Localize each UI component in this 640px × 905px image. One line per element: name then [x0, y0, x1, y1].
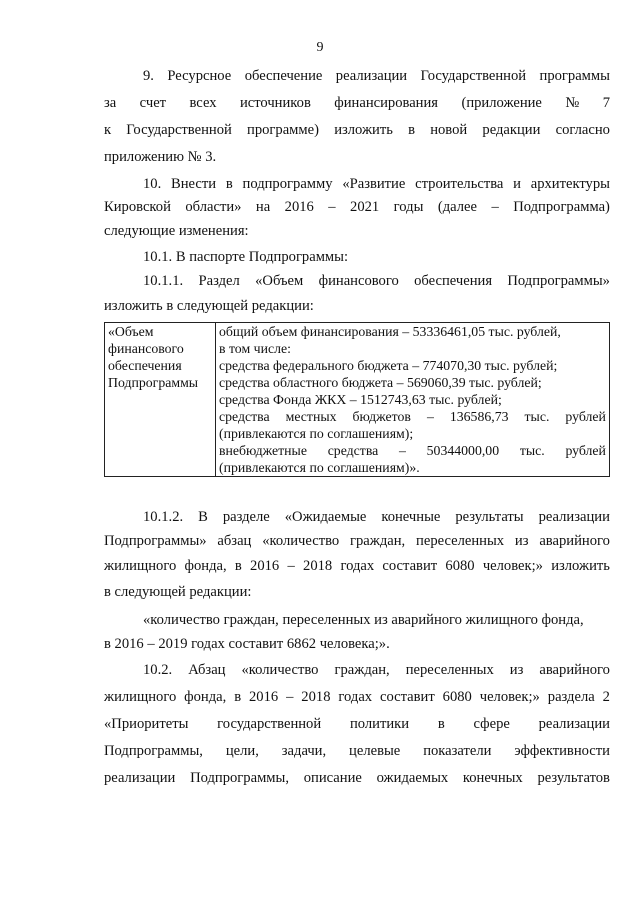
- word: сфере: [473, 716, 510, 732]
- word: «Приоритеты: [104, 716, 189, 732]
- word: внебюджетные: [219, 443, 307, 458]
- word: граждан,: [350, 533, 406, 549]
- word: «количество: [262, 533, 340, 549]
- label-line: финансового: [108, 341, 184, 356]
- word: жилищного: [104, 558, 177, 574]
- word: конечные: [381, 509, 441, 525]
- word: абзац: [217, 533, 252, 549]
- word: раздела: [547, 689, 595, 705]
- word: подпрограмму: [242, 176, 333, 192]
- word: реализации: [538, 716, 610, 732]
- paragraph-10-1: 10.1. В паспорте Подпрограммы:: [143, 249, 349, 265]
- word: обеспечения: [414, 273, 493, 289]
- word: новой: [430, 122, 468, 138]
- word: реализации: [104, 770, 176, 786]
- paragraph-10-1-2-line-1: [143, 508, 610, 526]
- word: 7: [602, 95, 610, 111]
- word: местных: [285, 409, 337, 424]
- word: государственной: [217, 716, 322, 732]
- word: реализации: [538, 509, 610, 525]
- word: обеспечение: [244, 68, 323, 84]
- word: 50344000,00: [426, 443, 500, 458]
- word: 136586,73: [449, 409, 509, 424]
- word: средства: [327, 443, 379, 458]
- word: 2018: [303, 558, 333, 574]
- word: изложить: [334, 122, 393, 138]
- paragraph-10-line-3: следующие изменения:: [104, 223, 249, 239]
- value-line: [219, 442, 606, 459]
- paragraph-10-2-line-4: [104, 742, 610, 760]
- word: человек;»: [482, 558, 543, 574]
- paragraph-9-line-1: [143, 67, 610, 85]
- word: Подпрограммы»: [104, 533, 207, 549]
- word: –: [399, 443, 406, 458]
- word: в: [234, 558, 242, 574]
- word: к: [104, 122, 112, 138]
- paragraph-10-2-line-5: [104, 769, 610, 787]
- word: средства: [219, 409, 270, 424]
- word: из: [509, 662, 524, 678]
- word: результатов: [537, 770, 610, 786]
- table-row: [105, 323, 610, 477]
- word: описание: [303, 770, 362, 786]
- word: разделе: [222, 509, 270, 525]
- word: –: [286, 689, 294, 705]
- word: 2016: [249, 689, 279, 705]
- word: источников: [239, 95, 311, 111]
- word: всех: [189, 95, 217, 111]
- word: рублей: [565, 443, 606, 458]
- word: аварийного: [539, 533, 610, 549]
- word: 2021: [350, 199, 380, 215]
- word: –: [328, 199, 336, 215]
- word: цели,: [225, 743, 259, 759]
- paragraph-10-1-1-line-1: [143, 272, 610, 290]
- word: годы: [393, 199, 424, 215]
- word: Подпрограммы,: [104, 743, 203, 759]
- word: программы: [539, 68, 610, 84]
- word: Внести: [171, 176, 217, 192]
- word: программе): [247, 122, 319, 138]
- word: аварийного: [539, 662, 610, 678]
- paragraph-10-1-1-line-2: изложить в следующей редакции:: [104, 298, 314, 314]
- word: Государственной: [126, 122, 232, 138]
- word: (далее: [437, 199, 477, 215]
- word: переселенных: [405, 662, 494, 678]
- word: человек;»: [479, 689, 540, 705]
- word: Абзац: [188, 662, 226, 678]
- value-line: в том числе:: [219, 341, 291, 356]
- paragraph-9-line-4: приложению № 3.: [104, 149, 217, 165]
- word: 10.2.: [143, 662, 173, 678]
- word: изложить: [551, 558, 610, 574]
- word: жилищного: [104, 689, 177, 705]
- word: №: [565, 95, 580, 111]
- word: на: [255, 199, 271, 215]
- word: переселенных: [416, 533, 505, 549]
- word: составит: [382, 558, 438, 574]
- quote-line-1: «количество граждан, переселенных из аварийного жилищного фонда,: [143, 612, 584, 628]
- word: годах: [340, 558, 375, 574]
- word: Раздел: [198, 273, 240, 289]
- word: 10.1.2.: [143, 509, 184, 525]
- word: строительства: [415, 176, 504, 192]
- word: –: [491, 199, 499, 215]
- word: «количество: [241, 662, 319, 678]
- word: 2016: [250, 558, 280, 574]
- word: показатели: [423, 743, 492, 759]
- word: Подпрограммы»: [507, 273, 610, 289]
- table-cell-values: [216, 323, 610, 477]
- word: фонда,: [184, 689, 227, 705]
- paragraph-10-line-2: [104, 198, 610, 216]
- word: редакции: [482, 122, 541, 138]
- word: Ресурсное: [167, 68, 232, 84]
- word: граждан,: [334, 662, 390, 678]
- word: тыс.: [524, 409, 550, 424]
- word: составит: [380, 689, 435, 705]
- word: 2: [602, 689, 610, 705]
- value-line: (привлекаются по соглашениям)».: [219, 460, 420, 475]
- word: эффективности: [514, 743, 610, 759]
- word: реализации: [335, 68, 408, 84]
- paragraph-10-2-line-3: [104, 715, 610, 733]
- word: 9.: [143, 68, 154, 84]
- paragraph-10-2-line-1: [143, 661, 610, 679]
- word: 6080: [445, 558, 475, 574]
- paragraph-9-line-3: [104, 121, 610, 139]
- word: архитектуры: [530, 176, 610, 192]
- word: за: [104, 95, 117, 111]
- word: Государственной: [420, 68, 527, 84]
- value-line: [219, 408, 606, 425]
- value-line: (привлекаются по соглашениям);: [219, 426, 414, 441]
- word: «Объем: [255, 273, 304, 289]
- word: задачи,: [281, 743, 327, 759]
- financing-table: [104, 322, 610, 477]
- word: –: [426, 409, 434, 424]
- word: бюджетов: [352, 409, 411, 424]
- word: в: [225, 176, 233, 192]
- word: политики: [349, 716, 410, 732]
- value-line: средства областного бюджета – 569060,39 тыс. рублей;: [219, 375, 542, 390]
- paragraph-10-1-2-line-3: [104, 557, 610, 575]
- word: в: [234, 689, 242, 705]
- word: фонда,: [184, 558, 227, 574]
- label-line: Подпрограммы: [108, 375, 199, 390]
- paragraph-10-line-1: [143, 175, 610, 193]
- word: 6080: [442, 689, 472, 705]
- word: годах: [338, 689, 373, 705]
- word: тыс.: [519, 443, 545, 458]
- paragraph-10-1-2-line-2: [104, 532, 610, 550]
- word: из: [514, 533, 529, 549]
- label-line: обеспечения: [108, 358, 182, 373]
- word: В: [198, 509, 208, 525]
- word: Кировской: [104, 199, 171, 215]
- label-line: «Объем: [108, 324, 154, 339]
- word: результаты: [455, 509, 524, 525]
- word: –: [287, 558, 295, 574]
- word: области»: [185, 199, 242, 215]
- table-cell-label: [105, 323, 216, 477]
- word: в: [408, 122, 415, 138]
- word: финансового: [318, 273, 399, 289]
- word: (приложение: [461, 95, 542, 111]
- word: 2018: [301, 689, 331, 705]
- value-line: средства Фонда ЖКХ – 1512743,63 тыс. рублей;: [219, 392, 502, 407]
- value-line: общий объем финансирования – 53336461,05 тыс. рублей,: [219, 324, 561, 339]
- page-number: 9: [316, 40, 324, 55]
- paragraph-9-line-2: [104, 94, 610, 112]
- value-line: средства федерального бюджета – 774070,30 тыс. рублей;: [219, 358, 558, 373]
- word: 10.1.1.: [143, 273, 184, 289]
- quote-line-2: в 2016 – 2019 годах составит 6862 человека;».: [104, 636, 390, 652]
- word: ожидаемых: [376, 770, 449, 786]
- word: Подпрограммы,: [190, 770, 289, 786]
- word: 2016: [284, 199, 314, 215]
- word: «Ожидаемые: [284, 509, 367, 525]
- paragraph-10-2-line-2: [104, 688, 610, 706]
- word: 10.: [143, 176, 162, 192]
- word: «Развитие: [342, 176, 406, 192]
- word: и: [513, 176, 521, 192]
- word: целевые: [349, 743, 401, 759]
- word: в: [437, 716, 445, 732]
- word: финансирования: [334, 95, 439, 111]
- word: счет: [139, 95, 167, 111]
- word: Подпрограмма): [513, 199, 610, 215]
- word: рублей: [565, 409, 606, 424]
- word: конечных: [462, 770, 523, 786]
- word: согласно: [555, 122, 610, 138]
- paragraph-10-1-2-line-4: в следующей редакции:: [104, 584, 252, 600]
